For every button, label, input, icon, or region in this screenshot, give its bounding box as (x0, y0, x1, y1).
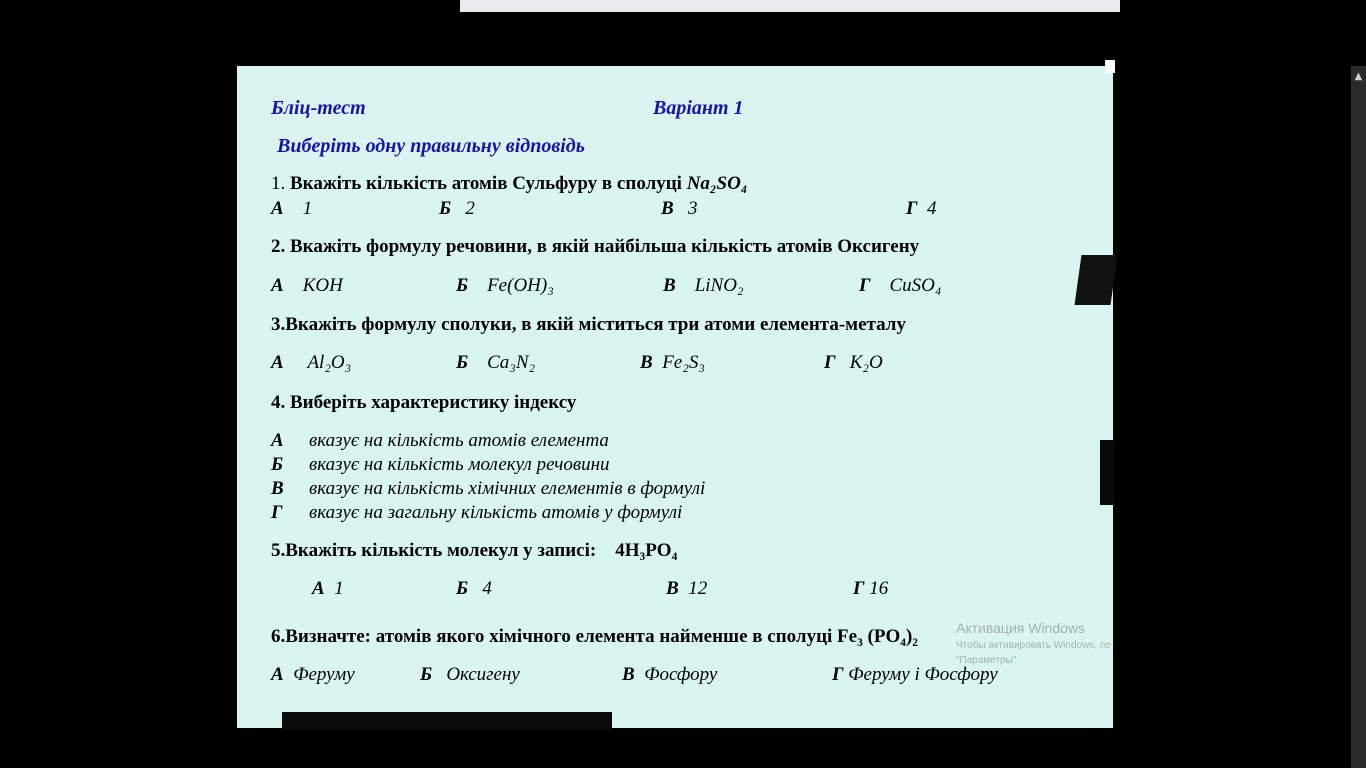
option[interactable]: Г Феруму і Фосфору (832, 664, 998, 685)
option[interactable]: А вказує на кількість атомів елемента (271, 430, 609, 451)
page-title: Бліц-тест (271, 97, 366, 119)
instruction: Виберіть одну правильну відповідь (277, 135, 585, 157)
option[interactable]: Б 2 (439, 198, 475, 219)
option[interactable]: В вказує на кількість хімічних елементів в формулі (271, 478, 706, 499)
question-text: Вкажіть кількість атомів Сульфуру в сполуці (290, 173, 682, 194)
question-1 (271, 173, 747, 195)
option[interactable]: А KOH (271, 275, 343, 296)
activation-watermark-text: Чтобы активировать Windows, пе (956, 640, 1111, 651)
screen-top-edge (460, 0, 1120, 12)
question-3: 3.Вкажіть формулу сполуки, в якій міститься три атоми елемента-металу (271, 314, 906, 335)
option[interactable]: А Al₂O₃ (271, 352, 352, 373)
question-formula: Na₂SO₄ (686, 173, 748, 194)
option[interactable]: В 12 (666, 578, 708, 599)
shadow (1100, 440, 1114, 505)
activation-watermark-title: Активация Windows (956, 620, 1086, 636)
question-formula: Fe₃ (PO₄)₂ (837, 626, 918, 647)
option[interactable]: А Феруму (271, 664, 355, 685)
chevron-up-icon[interactable]: ▲ (1354, 71, 1363, 82)
option[interactable]: Г CuSO₄ (859, 275, 942, 296)
option[interactable]: А 1 (271, 198, 313, 219)
option[interactable]: Б 4 (456, 578, 492, 599)
shadow (1074, 255, 1117, 305)
question-formula: 4H₃PO₄ (615, 540, 678, 561)
question-4: 4. Виберіть характеристику індексу (271, 392, 577, 413)
option[interactable]: В 3 (661, 198, 698, 219)
question-number: 1. (271, 173, 286, 194)
option[interactable]: Г 4 (906, 198, 937, 219)
option[interactable]: А 1 (312, 578, 344, 599)
option[interactable]: Б Оксигену (420, 664, 520, 685)
option[interactable]: В Fe₂S₃ (640, 352, 705, 373)
option[interactable]: Б Ca₃N₂ (456, 352, 536, 373)
question-6 (271, 626, 918, 648)
question-text: Вкажіть формулу речовини, в якій найбільша кількість атомів Оксигену (290, 236, 920, 257)
vertical-scrollbar[interactable] (1351, 66, 1366, 768)
option[interactable]: Б Fe(OH)₃ (456, 275, 554, 296)
option[interactable]: Г 16 (853, 578, 889, 599)
question-5 (271, 540, 677, 562)
option[interactable]: В LiNO₂ (663, 275, 744, 296)
option[interactable]: Г K₂O (824, 352, 883, 373)
option[interactable]: В Фосфору (622, 664, 718, 685)
variant-label: Варіант 1 (653, 97, 744, 119)
question-text: 5.Вкажіть кількість молекул у записі: (271, 540, 597, 561)
option[interactable]: Б вказує на кількість молекул речовини (271, 454, 610, 475)
shadow (282, 712, 612, 730)
sheet-corner (1105, 60, 1115, 73)
question-2 (271, 236, 919, 258)
question-text: 6.Визначте: атомів якого хімічного елемента найменше в сполуці (271, 626, 833, 647)
option[interactable]: Г вказує на загальну кількість атомів у формулі (271, 502, 683, 523)
activation-watermark-text: "Параметры". (956, 655, 1020, 666)
question-number: 2. (271, 236, 286, 257)
